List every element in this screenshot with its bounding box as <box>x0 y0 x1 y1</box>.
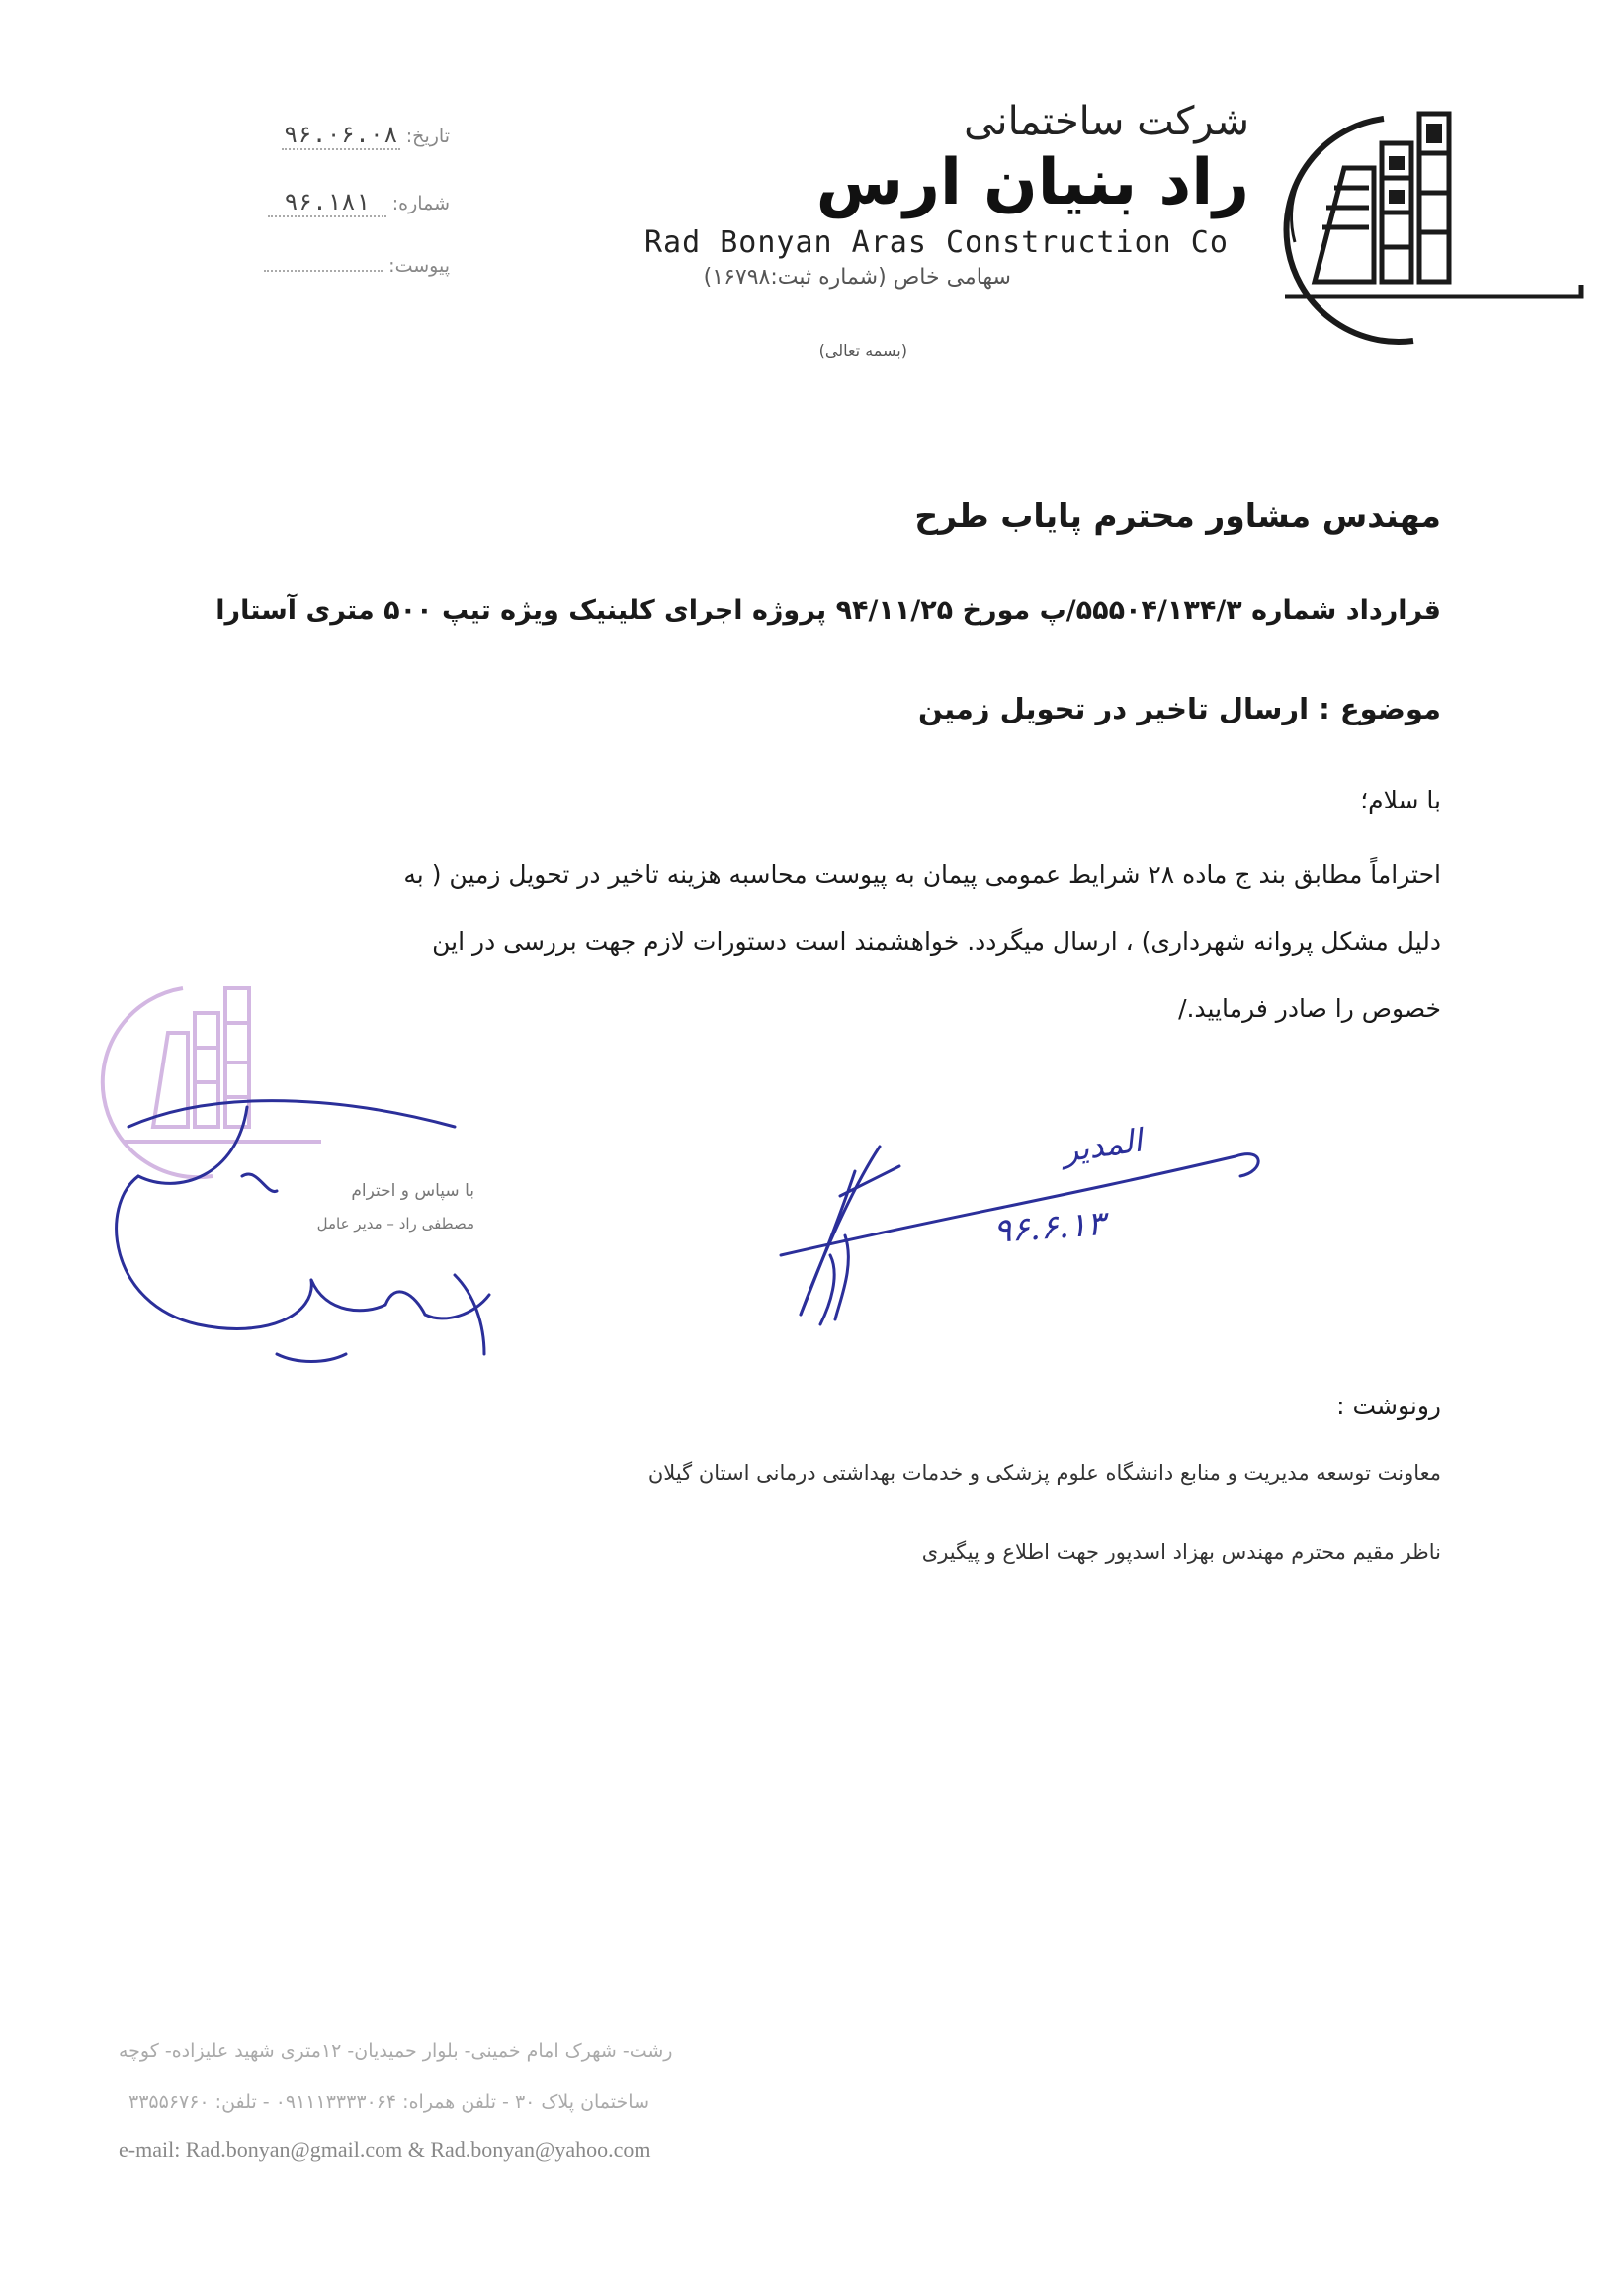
contract-reference: قرارداد شماره ۵۵۵۰۴/۱۳۴/۳/پ مورخ ۹۴/۱۱/۲۵ پروژه اجرای کلینیک ویژه تیپ ۵۰۰ متری آستارا <box>215 595 1441 626</box>
attachment-row <box>227 255 450 277</box>
company-registration: سهامی خاص (شماره ثبت:۱۶۷۹۸) <box>703 265 1011 290</box>
body-line: احتراماً مطابق بند ج ماده ۲۸ شرایط عمومی پیمان به پیوست محاسبه هزینه تاخیر در تحویل زمین ( به <box>403 860 1441 889</box>
ceo-signature <box>99 1067 524 1394</box>
bismillah-tagline: (بسمه تعالی) <box>818 341 907 360</box>
cc-label: رونوشت : <box>1336 1392 1441 1420</box>
date-value: ۹۶.۰۶.۰۸ <box>282 121 400 150</box>
date-label: تاریخ: <box>405 126 450 147</box>
greeting: با سلام؛ <box>1360 786 1441 814</box>
date-row <box>227 121 450 150</box>
footer-email: e-mail: Rad.bonyan@gmail.com & Rad.bonyan@yahoo.com <box>119 2137 651 2162</box>
signer-name: مصطفی راد – مدیر عامل <box>316 1215 474 1233</box>
subject-line: موضوع : ارسال تاخیر در تحویل زمین <box>918 692 1441 725</box>
addressee: مهندس مشاور محترم پایاب طرح <box>914 496 1441 535</box>
body-line: دلیل مشکل پروانه شهرداری) ، ارسال میگردد. خواهشمند است دستورات لازم جهت بررسی در این <box>432 927 1441 956</box>
number-row <box>227 188 450 217</box>
number-value: ۹۶.۱۸۱ <box>268 188 386 217</box>
closing-text: با سپاس و احترام <box>351 1181 474 1201</box>
body-line: خصوص را صادر فرمایید./ <box>1178 994 1441 1023</box>
footer-phones: ساختمان پلاک ۳۰ - تلفن همراه: ۰۹۱۱۱۳۳۳۳۰۶۴ - تلفن: ۳۳۵۵۶۷۶۰ <box>128 2091 649 2113</box>
handwritten-title: المدیر <box>1060 1121 1145 1170</box>
company-prefix: شرکت ساختمانی <box>964 99 1249 144</box>
attachment-value <box>264 270 383 272</box>
cc-recipient: معاونت توسعه مدیریت و منابع دانشگاه علوم پزشکی و خدمات بهداشتی درمانی استان گیلان <box>647 1461 1441 1485</box>
footer-address: رشت- شهرک امام خمینی- بلوار حمیدیان- ۱۲متری شهید علیزاده- کوچه <box>119 2040 673 2062</box>
attachment-label: پیوست: <box>388 255 450 277</box>
cc-recipient: ناظر مقیم محترم مهندس بهزاد اسدپور جهت اطلاع و پیگیری <box>921 1540 1441 1564</box>
company-logo-icon <box>1265 99 1601 361</box>
handwritten-date: ۹۶.۶.۱۳ <box>991 1204 1107 1251</box>
number-label: شماره: <box>391 193 450 214</box>
company-name-english: Rad Bonyan Aras Construction Co <box>644 225 1229 260</box>
company-name: راد بنیان ارس <box>815 146 1249 219</box>
